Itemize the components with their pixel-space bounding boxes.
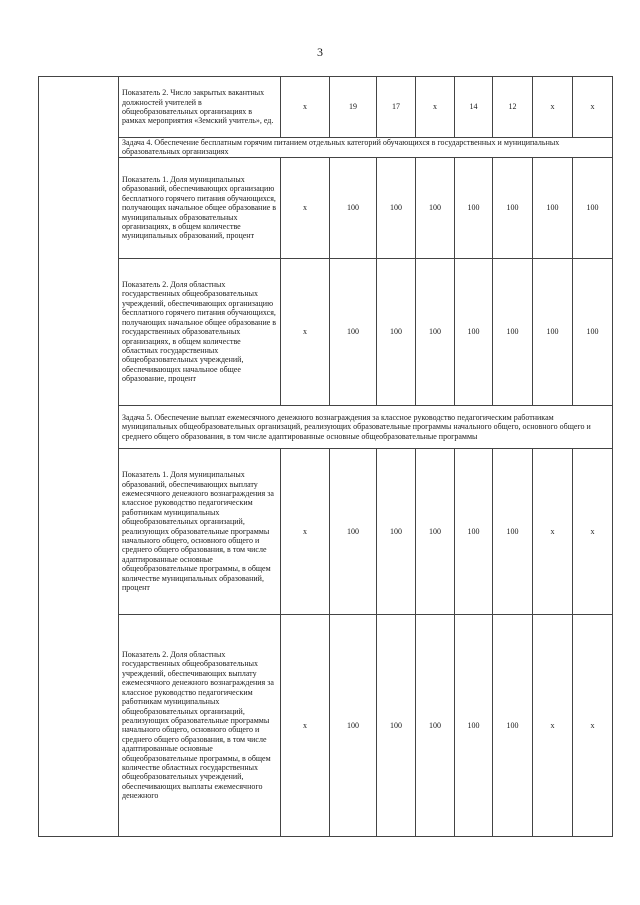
table-row (39, 157, 613, 258)
value-cell: х (416, 77, 455, 138)
value-cell: 100 (377, 614, 416, 836)
value-cell: х (533, 77, 573, 138)
value-cell: 100 (416, 448, 455, 614)
value-cell: х (533, 614, 573, 836)
indicator-label: Показатель 1. Доля муниципальных образований, обеспечивающих организацию бесплатного горячего питания обучающихся, получающих начальное общее образование в муниципальных образовательных организациях, в общем количестве муниципальных образований, процент (119, 157, 281, 258)
value-cell: 100 (377, 258, 416, 405)
value-cell: 100 (573, 258, 613, 405)
value-cell: 100 (493, 157, 533, 258)
value-cell: 17 (377, 77, 416, 138)
table-row (39, 258, 613, 405)
table-row (39, 448, 613, 614)
value-cell: 100 (455, 448, 493, 614)
task-row (39, 138, 613, 158)
value-cell: 100 (455, 614, 493, 836)
indicator-label: Показатель 2. Доля областных государственных общеобразовательных учреждений, обеспечивающих выплату ежемесячного денежного вознаграждения за классное руководство педагогическим работникам муниципальных общеобразовательных организаций, реализующих образовательные программы начального общего, основного общего и среднего общего образования, в том числе адаптированные основные общеобразовательные программы, в общем количестве областных государственных общеобразовательных учреждений, обеспечивающих выплаты ежемесячного денежного (119, 614, 281, 836)
value-cell: х (573, 77, 613, 138)
value-cell: х (281, 77, 330, 138)
value-cell: 100 (416, 614, 455, 836)
value-cell: 100 (493, 258, 533, 405)
table-row (39, 614, 613, 836)
table-row (39, 77, 613, 138)
value-cell: 19 (330, 77, 377, 138)
value-cell: 100 (455, 157, 493, 258)
value-cell: х (573, 448, 613, 614)
value-cell: 100 (330, 157, 377, 258)
value-cell: 100 (533, 258, 573, 405)
value-cell: х (281, 157, 330, 258)
value-cell: 100 (493, 614, 533, 836)
value-cell: 100 (573, 157, 613, 258)
value-cell: 100 (330, 614, 377, 836)
value-cell: 12 (493, 77, 533, 138)
page-number: 3 (317, 45, 323, 59)
value-cell: х (533, 448, 573, 614)
indicator-label: Показатель 2. Доля областных государственных общеобразовательных учреждений, обеспечивающих организацию бесплатного горячего питания обучающихся, получающих начальное общее образование в государственных образовательных организациях, в общем количестве областных государственных общеобразовательных учреждений, обеспечивающих начальное общее образование, процент (119, 258, 281, 405)
left-blank-cell (39, 77, 119, 837)
task-cell: Задача 5. Обеспечение выплат ежемесячного денежного вознаграждения за классное руководство педагогическим работникам муниципальных общеобразовательных организаций, реализующих образовательные программы начального общего, основного общего и среднего общего образования, в том числе адаптированные основные общеобразовательные программы (119, 405, 613, 448)
indicator-label: Показатель 2. Число закрытых вакантных должностей учителей в общеобразовательных организациях в рамках мероприятия «Земский учитель», ед. (119, 77, 281, 138)
value-cell: 100 (416, 157, 455, 258)
value-cell: 100 (455, 258, 493, 405)
value-cell: 100 (377, 157, 416, 258)
indicators-table (38, 76, 613, 837)
value-cell: 14 (455, 77, 493, 138)
value-cell: 100 (533, 157, 573, 258)
value-cell: 100 (416, 258, 455, 405)
value-cell: 100 (377, 448, 416, 614)
value-cell: х (573, 614, 613, 836)
indicator-label: Показатель 1. Доля муниципальных образований, обеспечивающих выплату ежемесячного денежного вознаграждения за классное руководство педагогическим работникам муниципальных общеобразовательных организаций, реализующих образовательные программы начального общего, основного общего и среднего общего образования, в том числе адаптированные основные общеобразовательные программы, в общем количестве муниципальных образований, процент (119, 448, 281, 614)
table-body (39, 77, 613, 837)
value-cell: 100 (493, 448, 533, 614)
task-row (39, 405, 613, 448)
value-cell: х (281, 448, 330, 614)
value-cell: х (281, 614, 330, 836)
task-cell: Задача 4. Обеспечение бесплатным горячим питанием отдельных категорий обучающихся в государственных и муниципальных образовательных организациях (119, 138, 613, 158)
value-cell: 100 (330, 448, 377, 614)
value-cell: 100 (330, 258, 377, 405)
value-cell: х (281, 258, 330, 405)
